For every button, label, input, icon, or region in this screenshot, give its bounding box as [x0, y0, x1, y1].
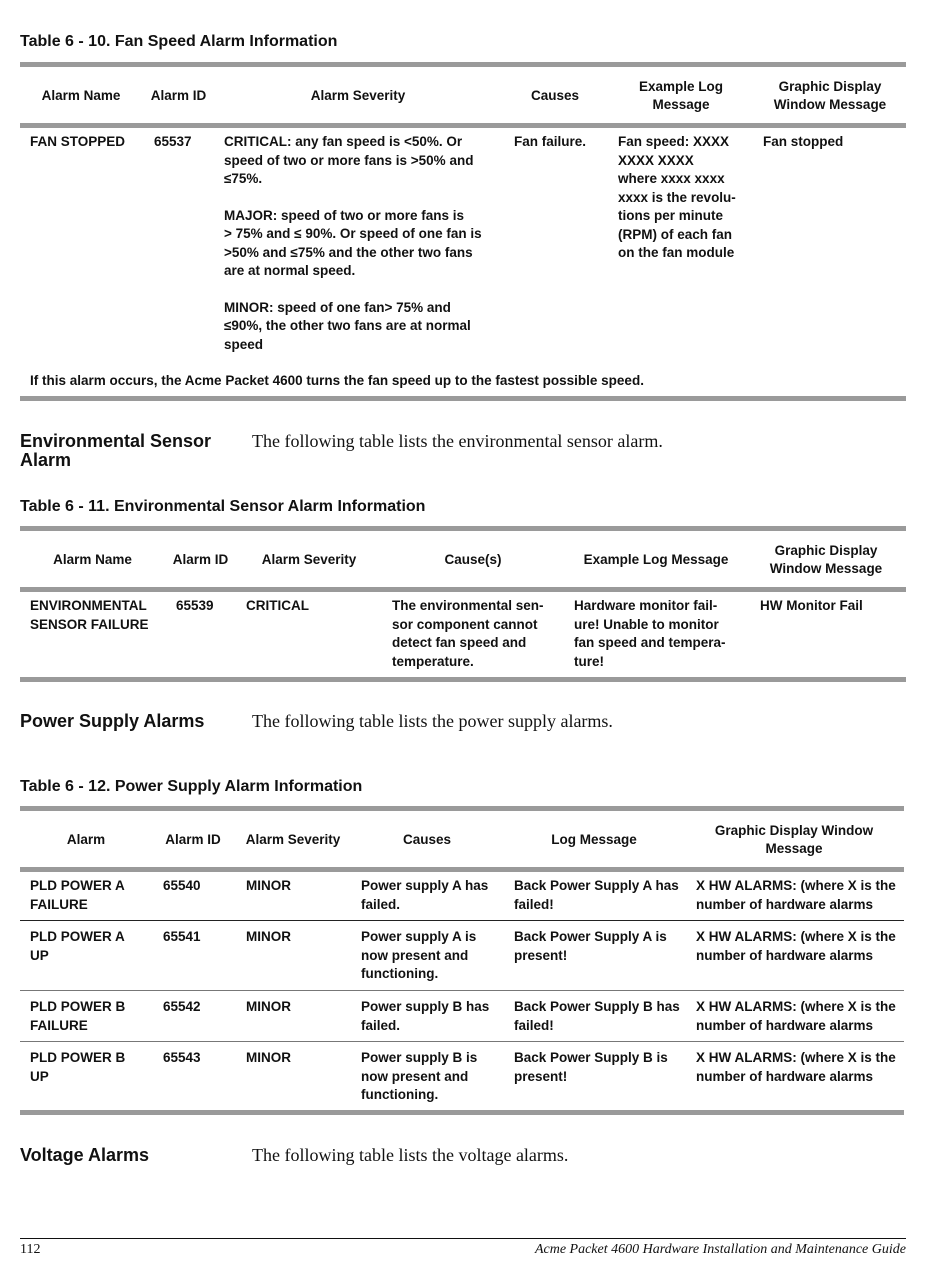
causes-cell	[361, 1049, 477, 1105]
causes-cell: Fan failure.	[514, 134, 587, 149]
log-message-cell	[514, 928, 667, 965]
causes-cell	[361, 877, 488, 914]
log-message-cell	[574, 597, 726, 671]
table-top-rule	[20, 806, 904, 811]
cause-line: Power supply B has	[361, 999, 490, 1014]
cause-line: sor component cannot	[392, 616, 538, 632]
log-line: (RPM) of each fan	[618, 226, 733, 242]
column-header: Alarm Severity	[310, 88, 406, 103]
severity-line: ≤90%, the other two fans are at normal	[224, 318, 471, 333]
alarm-name-cell	[30, 877, 125, 914]
cause-line: failed.	[361, 1017, 401, 1033]
causes-cell	[361, 928, 476, 984]
cause-line: Power supply A is	[361, 929, 477, 944]
alarm-id-cell: 65537	[154, 134, 192, 149]
causes-cell	[361, 998, 489, 1035]
log-message-cell	[514, 998, 680, 1035]
alarm-severity-cell: MINOR	[246, 999, 291, 1014]
name-line: ENVIRONMENTAL	[30, 598, 147, 613]
power-supply-alarm-table	[20, 806, 904, 1118]
fan-speed-alarm-table	[20, 62, 906, 402]
alarm-severity-cell: MINOR	[246, 1050, 291, 1065]
severity-line: MAJOR: speed of two or more fans is	[224, 207, 465, 223]
log-line: Back Power Supply B is	[514, 1050, 668, 1065]
column-header: Alarm	[66, 832, 106, 847]
severity-line: > 75% and ≤ 90%. Or speed of one fan is	[224, 226, 482, 241]
header-rule	[20, 867, 904, 872]
severity-line: speed	[224, 336, 264, 352]
section-heading-power-supply: Power Supply Alarms	[20, 711, 205, 731]
display-line: X HW ALARMS: (where X is the	[696, 929, 896, 944]
cause-line: functioning.	[361, 966, 439, 981]
column-header: Alarm ID	[172, 552, 229, 567]
column-header: Alarm Severity	[245, 832, 341, 847]
display-line: X HW ALARMS: (where X is the	[696, 878, 896, 893]
alarm-name-cell: FAN STOPPED	[30, 134, 126, 149]
name-line: FAILURE	[30, 896, 88, 912]
column-header: Graphic Display Window Message	[773, 79, 887, 112]
alarm-id-cell: 65543	[163, 1050, 201, 1065]
log-message-cell	[514, 877, 679, 914]
table-top-rule	[20, 526, 906, 531]
heading-line: Alarm	[20, 450, 72, 470]
table-12-caption: Table 6 - 12. Power Supply Alarm Information	[20, 778, 363, 795]
header-rule	[20, 587, 906, 592]
display-message-cell: Fan stopped	[763, 134, 844, 149]
log-line: on the fan module	[618, 245, 735, 260]
section-intro-power-supply: The following table lists the power supply alarms.	[252, 711, 613, 731]
log-line: XXXX XXXX	[618, 152, 694, 168]
table-note: If this alarm occurs, the Acme Packet 4600 turns the fan speed up to the fastest possible speed.	[30, 373, 644, 388]
cause-line: temperature.	[392, 653, 474, 669]
log-line: Hardware monitor fail-	[574, 598, 718, 613]
name-line: UP	[30, 947, 49, 963]
log-line: failed!	[514, 896, 554, 912]
log-line: where xxxx xxxx	[618, 171, 725, 186]
column-header: Cause(s)	[444, 552, 502, 567]
log-line: Back Power Supply B has	[514, 999, 680, 1014]
log-message-cell	[618, 133, 736, 263]
heading-line: Environmental Sensor	[20, 431, 212, 451]
footer-rule	[20, 1238, 906, 1239]
name-line: PLD POWER B	[30, 999, 126, 1014]
name-line: PLD POWER B	[30, 1050, 126, 1065]
display-message-cell	[696, 1049, 896, 1086]
header-rule	[20, 123, 906, 128]
name-line: PLD POWER A	[30, 929, 125, 944]
column-header: Graphic Display Window Message	[714, 823, 874, 856]
section-intro-voltage: The following table lists the voltage alarms.	[252, 1145, 569, 1165]
cause-line: functioning.	[361, 1087, 439, 1102]
log-line: failed!	[514, 1017, 554, 1033]
column-header: Alarm ID	[165, 832, 221, 847]
display-message-cell: HW Monitor Fail	[760, 598, 863, 613]
name-line: SENSOR FAILURE	[30, 616, 149, 632]
log-line: present!	[514, 1068, 568, 1084]
alarm-name-cell	[30, 928, 125, 965]
section-intro-environmental: The following table lists the environmental sensor alarm.	[252, 431, 663, 451]
table-bottom-rule	[20, 677, 906, 682]
display-message-cell	[696, 877, 896, 914]
column-header: Alarm ID	[150, 88, 207, 103]
alarm-severity-cell: MINOR	[246, 929, 291, 944]
log-line: ure! Unable to monitor	[574, 616, 719, 632]
cause-line: now present and	[361, 947, 469, 963]
column-header: Example Log Message	[638, 79, 724, 112]
column-header: Graphic Display Window Message	[769, 543, 883, 576]
footer-title: Acme Packet 4600 Hardware Installation and Maintenance Guide	[534, 1242, 906, 1257]
cause-line: Power supply B is	[361, 1050, 478, 1065]
display-message-cell	[696, 928, 896, 965]
log-line: ture!	[574, 653, 604, 669]
log-line: Back Power Supply A has	[514, 878, 679, 893]
severity-line: speed of two or more fans is >50% and	[224, 152, 474, 168]
alarm-name-cell	[30, 1049, 125, 1086]
alarm-severity-cell: MINOR	[246, 878, 291, 893]
log-message-cell	[514, 1049, 668, 1086]
display-line: number of hardware alarms	[696, 896, 874, 912]
log-line: present!	[514, 947, 568, 963]
log-line: Fan speed: XXXX	[618, 134, 730, 149]
cause-line: Power supply A has	[361, 878, 489, 893]
alarm-severity-cell	[224, 133, 482, 354]
cause-line: now present and	[361, 1068, 469, 1084]
column-header: Causes	[530, 88, 580, 103]
column-header: Alarm Severity	[261, 552, 357, 567]
display-line: number of hardware alarms	[696, 1068, 874, 1084]
cause-line: The environmental sen-	[392, 598, 544, 613]
table-bottom-rule	[20, 396, 906, 401]
table-bottom-rule	[20, 1110, 904, 1115]
environmental-sensor-alarm-table	[20, 526, 906, 686]
alarm-id-cell: 65542	[163, 999, 201, 1014]
alarm-name-cell	[30, 998, 125, 1035]
column-header: Alarm Name	[53, 552, 132, 567]
row-divider	[20, 920, 904, 921]
display-message-cell	[696, 998, 896, 1035]
severity-line: >50% and ≤75% and the other two fans	[224, 244, 473, 260]
display-line: X HW ALARMS: (where X is the	[696, 999, 896, 1014]
table-10-caption: Table 6 - 10. Fan Speed Alarm Information	[20, 33, 338, 50]
page-number: 112	[20, 1242, 41, 1257]
log-line: tions per minute	[618, 208, 724, 223]
severity-line: MINOR: speed of one fan> 75% and	[224, 299, 451, 315]
column-header: Causes	[402, 832, 452, 847]
alarm-id-cell: 65539	[176, 598, 214, 613]
log-line: fan speed and tempera-	[574, 635, 726, 650]
alarm-id-cell: 65541	[163, 929, 201, 944]
cause-line: failed.	[361, 896, 401, 912]
table-11-caption: Table 6 - 11. Environmental Sensor Alarm Information	[20, 498, 426, 515]
display-line: number of hardware alarms	[696, 1017, 874, 1033]
severity-line: are at normal speed.	[224, 263, 356, 278]
alarm-severity-cell: CRITICAL	[246, 598, 309, 613]
display-line: X HW ALARMS: (where X is the	[696, 1050, 896, 1065]
name-line: UP	[30, 1068, 49, 1084]
display-line: number of hardware alarms	[696, 947, 874, 963]
name-line: PLD POWER A	[30, 878, 125, 893]
causes-cell	[392, 597, 544, 671]
section-heading-environmental	[20, 432, 211, 470]
cause-line: detect fan speed and	[392, 635, 527, 650]
severity-line: ≤75%.	[224, 171, 263, 186]
alarm-name-cell	[30, 597, 149, 634]
row-divider	[20, 1041, 904, 1042]
column-header: Example Log Message	[583, 552, 729, 567]
table-top-rule	[20, 62, 906, 67]
log-line: Back Power Supply A is	[514, 929, 667, 944]
column-header: Alarm Name	[41, 88, 121, 103]
column-header: Log Message	[551, 832, 637, 847]
alarm-id-cell: 65540	[163, 878, 201, 893]
name-line: FAILURE	[30, 1017, 88, 1033]
log-line: xxxx is the revolu-	[618, 189, 736, 205]
row-divider	[20, 990, 904, 991]
section-heading-voltage: Voltage Alarms	[20, 1145, 150, 1165]
severity-line: CRITICAL: any fan speed is <50%. Or	[224, 134, 463, 149]
